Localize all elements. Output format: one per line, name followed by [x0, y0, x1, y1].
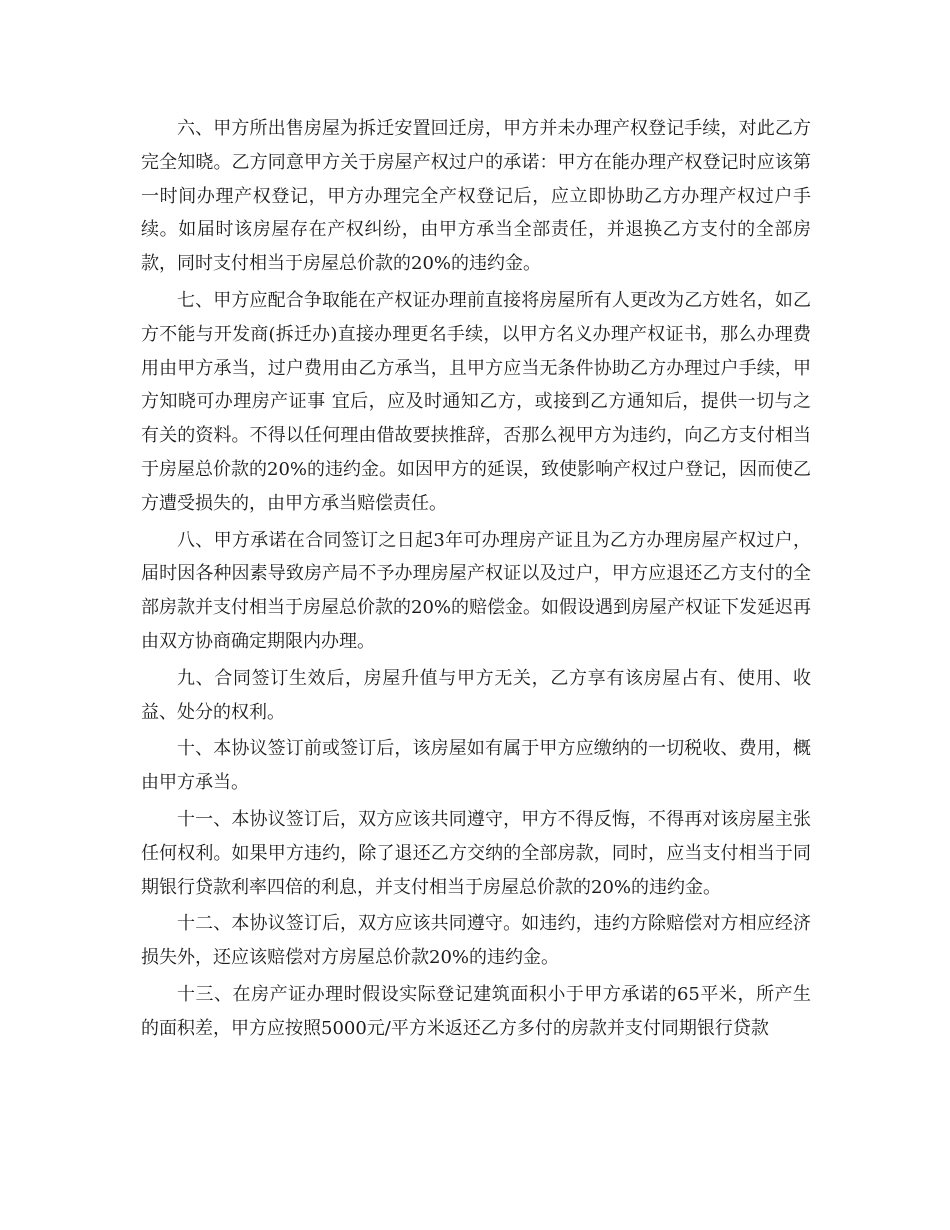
clause-8-paragraph: 八、甲方承诺在合同签订之日起3年可办理房产证且为乙方办理房屋产权过户，届时因各种因素导致房产局不予办理房屋产权证以及过户，甲方应退还乙方支付的全部房款并支付相当于房屋总价款的20%的赔偿金。如假设遇到房屋产权证下发延迟再由双方协商确定期限内办理。 — [141, 529, 812, 652]
clause-7-paragraph: 七、甲方应配合争取能在产权证办理前直接将房屋所有人更改为乙方姓名，如乙方不能与开发商(拆迁办)直接办理更名手续，以甲方名义办理产权证书，那么办理费用由甲方承当，过户费用由乙方承当，且甲方应当无条件协助乙方办理过户手续，甲方知晓可办理房产证事 宜后，应及时通知乙方，或接到乙方通知后，提供一切与之有关的资料。不得以任何理由借故要挟推辞，否那么视甲方为违约，向乙方支付相当于房屋总价款的20%的违约金。如因甲方的延误，致使影响产权过户登记，因而使乙方遭受损失的，由甲方承当赔偿责任。 — [141, 289, 812, 514]
clause-10-paragraph: 十、本协议签订前或签订后，该房屋如有属于甲方应缴纳的一切税收、费用，概由甲方承当。 — [141, 738, 811, 794]
clause-6-paragraph: 六、甲方所出售房屋为拆迁安置回迁房，甲方并未办理产权登记手续，对此乙方完全知晓。乙方同意甲方关于房屋产权过户的承诺：甲方在能办理产权登记时应该第一时间办理产权登记，甲方办理完全产权登记后，应立即协助乙方办理产权过户手续。如届时该房屋存在产权纠纷，由甲方承当全部责任，并退换乙方支付的全部房款，同时支付相当于房屋总价款的20%的违约金。 — [141, 118, 811, 275]
clause-12-paragraph: 十二、本协议签订后，双方应该共同遵守。如违约，违约方除赔偿对方相应经济损失外，还应该赔偿对方房屋总价款20%的违约金。 — [141, 913, 811, 969]
document-body — [141, 112, 811, 1049]
clause-9-paragraph: 九、合同签订生效后，房屋升值与甲方无关，乙方享有该房屋占有、使用、收益、处分的权利。 — [141, 667, 811, 723]
clause-13-paragraph: 十三、在房产证办理时假设实际登记建筑面积小于甲方承诺的65平米，所产生的面积差，甲方应按照5000元/平方米返还乙方多付的房款并支付同期银行贷款 — [141, 983, 811, 1039]
clause-11-paragraph: 十一、本协议签订后，双方应该共同遵守，甲方不得反悔，不得再对该房屋主张任何权利。如果甲方违约，除了退还乙方交纳的全部房款，同时，应当支付相当于同期银行贷款利率四倍的利息，并支付相当于房屋总价款的20%的违约金。 — [141, 808, 811, 898]
